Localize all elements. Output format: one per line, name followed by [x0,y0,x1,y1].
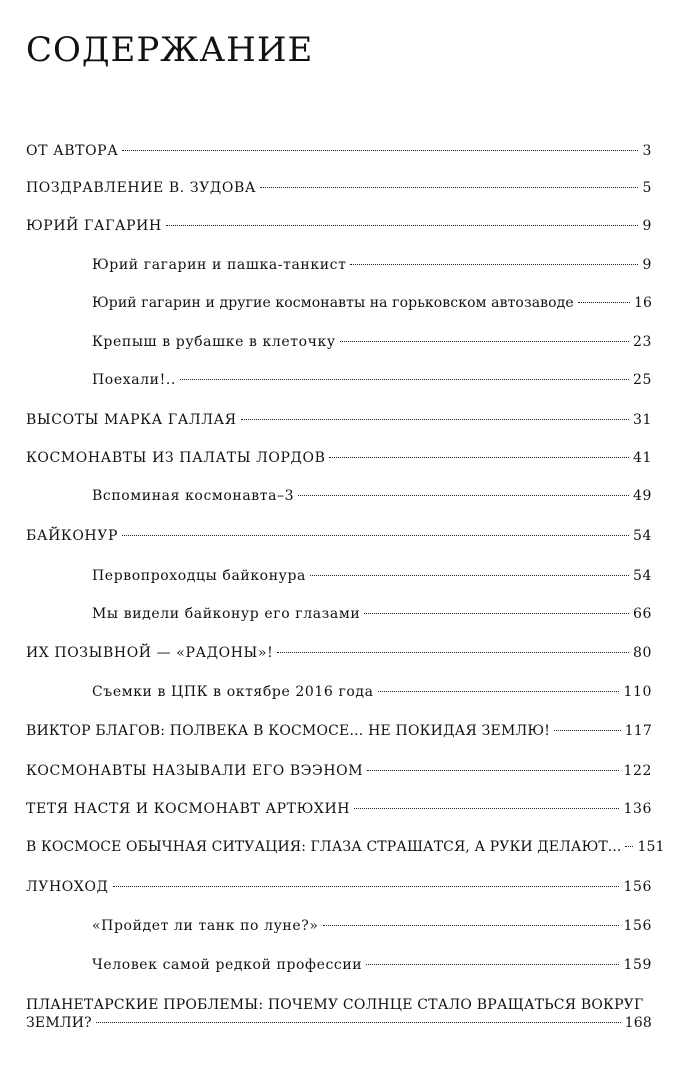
toc-entry-page: 49 [632,488,652,504]
toc-entry-page: 151 [637,839,665,855]
toc-entry[interactable] [26,878,652,896]
dot-leader [113,886,620,887]
toc-subentry[interactable] [92,333,652,351]
dot-leader [241,419,629,420]
toc-entry-title: «Пройдет ли танк по луне?» [92,918,319,934]
toc-entry-line2 [26,1014,652,1032]
dot-leader [310,575,629,576]
dot-leader [277,652,629,653]
toc-entry-title: Первопроходцы байконура [92,568,306,584]
toc-entry-title: ТЕТЯ НАСТЯ И КОСМОНАВТ АРТЮХИН [26,801,351,817]
dot-leader [122,150,638,151]
dot-leader [367,770,619,771]
toc-entry-page: 136 [623,801,652,817]
toc-entry-page: 156 [623,918,652,934]
toc-subentry[interactable] [92,294,652,312]
toc-subentry[interactable] [92,956,652,974]
toc-entry-page: 66 [632,606,652,622]
toc-entry-page: 156 [623,879,652,895]
toc-entry-title: В КОСМОСЕ ОБЫЧНАЯ СИТУАЦИЯ: ГЛАЗА СТРАШАТСЯ, А РУКИ ДЕЛАЮТ... [26,839,622,855]
toc-subentry[interactable] [92,371,652,389]
toc-entry[interactable] [26,644,652,662]
toc-entry-title: ЮРИЙ ГАГАРИН [26,218,162,234]
toc-entry[interactable] [26,217,652,235]
toc-entry[interactable] [26,527,652,545]
toc-entry-page: 23 [632,334,652,350]
toc-entry-page: 3 [642,143,652,159]
toc-entry[interactable] [26,800,652,818]
toc-entry-page: 159 [623,957,652,973]
toc-entry-title: КОСМОНАВТЫ ИЗ ПАЛАТЫ ЛОРДОВ [26,450,326,466]
toc-entry-title-line1: ПЛАНЕТАРСКИЕ ПРОБЛЕМЫ: ПОЧЕМУ СОЛНЦЕ СТАЛО ВРАЩАТЬСЯ ВОКРУГ [26,997,644,1013]
toc-entry-page: 54 [632,568,652,584]
toc-entry[interactable] [26,142,652,160]
toc-entry-title: Юрий гагарин и пашка-танкист [92,257,347,273]
dot-leader [364,613,629,614]
toc-entry-page: 168 [624,1015,652,1031]
toc-entry-page: 31 [632,412,652,428]
toc-entry[interactable] [26,411,652,429]
toc-entry-page: 41 [632,450,652,466]
dot-leader [340,341,629,342]
toc-subentry[interactable] [92,487,652,505]
toc-subentry[interactable] [92,567,652,585]
toc-subentry[interactable] [92,605,652,623]
toc-entry-title: КОСМОНАВТЫ НАЗЫВАЛИ ЕГО ВЭЭНОМ [26,763,364,779]
toc-entry-title: БАЙКОНУР [26,528,118,544]
dot-leader [329,457,629,458]
toc-entry-page: 25 [632,372,652,388]
dot-leader [323,925,620,926]
toc-entry-page: 16 [633,295,652,311]
dot-leader [298,495,629,496]
toc-entry-page: 5 [642,180,652,196]
toc-entry-title: Вспоминая космонавта–3 [92,488,295,504]
toc-entry-title: ВЫСОТЫ МАРКА ГАЛЛАЯ [26,412,237,428]
toc-entry-title: Юрий гагарин и другие космонавты на горьковском автозаводе [92,295,574,311]
toc-entry-page: 9 [642,257,652,273]
dot-leader [122,535,629,536]
toc-entry-page: 110 [623,684,652,700]
dot-leader [625,846,633,847]
toc-entry-title: Поехали!.. [92,372,176,388]
toc-entry-title: ВИКТОР БЛАГОВ: ПОЛВЕКА В КОСМОСЕ... НЕ ПОКИДАЯ ЗЕМЛЮ! [26,723,551,739]
toc-entry[interactable] [26,762,652,780]
dot-leader [578,302,630,303]
toc-entry[interactable] [26,838,665,856]
toc-entry-title: ИХ ПОЗЫВНОЙ — «РАДОНЫ»! [26,645,274,661]
toc-entry-title: ЛУНОХОД [26,879,109,895]
toc-entry-page: 122 [623,763,652,779]
toc-entry-page: 54 [632,528,652,544]
toc-entry-title: ПОЗДРАВЛЕНИЕ В. ЗУДОВА [26,180,257,196]
toc-entry-page: 80 [632,645,652,661]
toc-entry-title: Крепыш в рубашке в клеточку [92,334,336,350]
toc-entry-title: Мы видели байконур его глазами [92,606,361,622]
dot-leader [378,691,620,692]
toc-entry-page: 117 [624,723,652,739]
toc-entry[interactable] [26,449,652,467]
page-title: СОДЕРЖАНИЕ [26,30,314,70]
dot-leader [350,264,638,265]
dot-leader [180,379,629,380]
toc-entry[interactable] [26,179,652,197]
dot-leader [260,187,638,188]
toc-subentry[interactable] [92,683,652,701]
toc-entry[interactable] [26,722,652,740]
dot-leader [166,225,639,226]
dot-leader [554,730,621,731]
toc-entry-title: ОТ АВТОРА [26,143,119,159]
toc-entry-title: Съемки в ЦПК в октябре 2016 года [92,684,374,700]
toc-subentry[interactable] [92,256,652,274]
dot-leader [354,808,619,809]
toc-entry-title: Человек самой редкой профессии [92,957,363,973]
dot-leader [366,964,619,965]
dot-leader [96,1022,621,1023]
toc-subentry[interactable] [92,917,652,935]
toc-entry-title-line2: ЗЕМЛИ? [26,1015,92,1031]
toc-entry-page: 9 [642,218,652,234]
toc-entry[interactable] [26,996,652,1032]
